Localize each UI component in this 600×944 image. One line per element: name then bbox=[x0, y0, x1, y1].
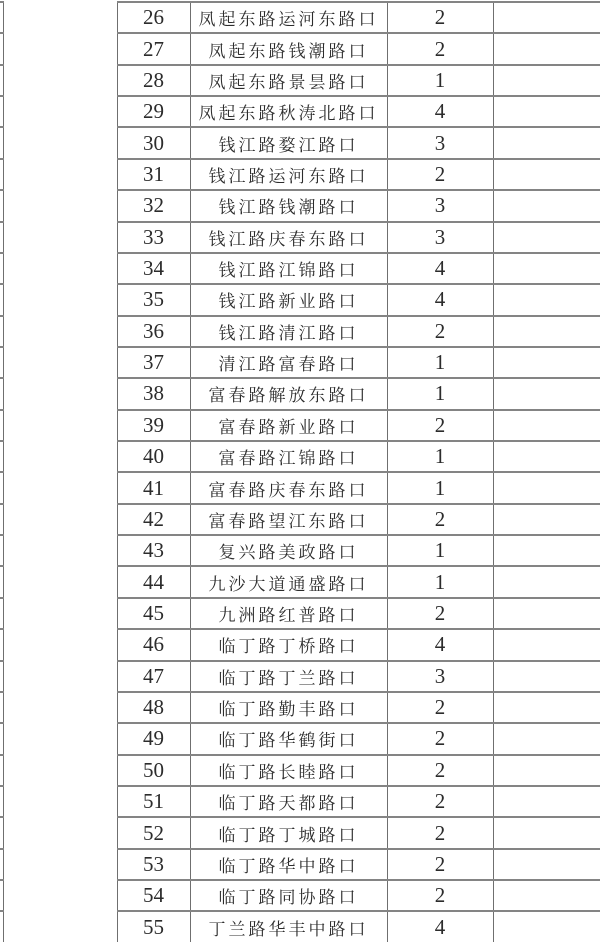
cutoff-left-sliver-cell bbox=[0, 159, 3, 190]
row-number-cell: 38 bbox=[117, 378, 190, 409]
intersection-name-cell: 九沙大道通盛路口 bbox=[190, 566, 387, 597]
intersection-name-cell: 富春路江锦路口 bbox=[190, 441, 387, 472]
intersection-name-cell: 富春路望江东路口 bbox=[190, 504, 387, 535]
count-cell: 3 bbox=[387, 661, 493, 692]
cutoff-left-sliver-cell bbox=[0, 692, 3, 723]
count-cell: 4 bbox=[387, 96, 493, 127]
empty-cell bbox=[493, 535, 600, 566]
cutoff-left-sliver-cell bbox=[0, 723, 3, 754]
cutoff-left-sliver-cell bbox=[0, 472, 3, 503]
empty-cell bbox=[493, 378, 600, 409]
cutoff-left-sliver-cell bbox=[0, 347, 3, 378]
cutoff-left-sliver-cell bbox=[0, 316, 3, 347]
count-cell: 1 bbox=[387, 441, 493, 472]
empty-cell bbox=[493, 880, 600, 911]
intersection-name-cell: 钱江路庆春东路口 bbox=[190, 222, 387, 253]
cutoff-left-sliver-cell bbox=[0, 566, 3, 597]
empty-cell bbox=[493, 661, 600, 692]
cutoff-left-sliver-cell bbox=[0, 661, 3, 692]
empty-cell bbox=[493, 723, 600, 754]
cutoff-left-sliver-cell bbox=[0, 253, 3, 284]
count-cell: 2 bbox=[387, 692, 493, 723]
intersection-name-cell: 钱江路清江路口 bbox=[190, 316, 387, 347]
empty-cell bbox=[493, 441, 600, 472]
row-number-cell: 50 bbox=[117, 755, 190, 786]
count-cell: 2 bbox=[387, 410, 493, 441]
empty-cell bbox=[493, 786, 600, 817]
empty-cell bbox=[493, 284, 600, 315]
intersection-name-cell: 清江路富春路口 bbox=[190, 347, 387, 378]
row-number-cell: 55 bbox=[117, 911, 190, 942]
empty-cell bbox=[493, 598, 600, 629]
intersection-name-cell: 富春路庆春东路口 bbox=[190, 472, 387, 503]
empty-cell bbox=[493, 849, 600, 880]
empty-cell bbox=[493, 33, 600, 64]
row-number-cell: 41 bbox=[117, 472, 190, 503]
cutoff-left-sliver-cell bbox=[0, 880, 3, 911]
cutoff-left-sliver-cell bbox=[0, 817, 3, 848]
count-cell: 2 bbox=[387, 504, 493, 535]
count-cell: 1 bbox=[387, 347, 493, 378]
row-number-cell: 27 bbox=[117, 33, 190, 64]
count-cell: 1 bbox=[387, 378, 493, 409]
count-cell: 1 bbox=[387, 566, 493, 597]
empty-cell bbox=[493, 755, 600, 786]
count-cell: 2 bbox=[387, 880, 493, 911]
intersection-name-cell: 临丁路长睦路口 bbox=[190, 755, 387, 786]
row-number-cell: 30 bbox=[117, 127, 190, 158]
intersection-name-cell: 凤起东路景昙路口 bbox=[190, 65, 387, 96]
empty-cell bbox=[493, 504, 600, 535]
row-number-cell: 28 bbox=[117, 65, 190, 96]
count-cell: 2 bbox=[387, 849, 493, 880]
intersection-name-cell: 临丁路丁城路口 bbox=[190, 817, 387, 848]
empty-cell bbox=[493, 629, 600, 660]
intersection-name-cell: 富春路新业路口 bbox=[190, 410, 387, 441]
count-cell: 2 bbox=[387, 2, 493, 33]
count-cell: 1 bbox=[387, 472, 493, 503]
intersection-name-cell: 九洲路红普路口 bbox=[190, 598, 387, 629]
cutoff-left-sliver-cell bbox=[0, 127, 3, 158]
intersection-table-body bbox=[0, 2, 600, 942]
intersection-name-cell: 钱江路钱潮路口 bbox=[190, 190, 387, 221]
row-number-cell: 51 bbox=[117, 786, 190, 817]
row-number-cell: 44 bbox=[117, 566, 190, 597]
cutoff-left-sliver-cell bbox=[0, 378, 3, 409]
cutoff-left-sliver-cell bbox=[0, 629, 3, 660]
cutoff-left-sliver-cell bbox=[0, 190, 3, 221]
row-number-cell: 36 bbox=[117, 316, 190, 347]
count-cell: 2 bbox=[387, 159, 493, 190]
merged-empty-cell bbox=[3, 2, 117, 942]
cutoff-left-sliver-cell bbox=[0, 535, 3, 566]
empty-cell bbox=[493, 410, 600, 441]
intersection-table bbox=[0, 1, 600, 942]
row-number-cell: 31 bbox=[117, 159, 190, 190]
empty-cell bbox=[493, 127, 600, 158]
cutoff-left-sliver-cell bbox=[0, 222, 3, 253]
count-cell: 3 bbox=[387, 190, 493, 221]
count-cell: 3 bbox=[387, 222, 493, 253]
intersection-name-cell: 复兴路美政路口 bbox=[190, 535, 387, 566]
count-cell: 1 bbox=[387, 535, 493, 566]
empty-cell bbox=[493, 190, 600, 221]
intersection-name-cell: 临丁路华中路口 bbox=[190, 849, 387, 880]
cutoff-left-sliver-cell bbox=[0, 441, 3, 472]
intersection-name-cell: 凤起东路运河东路口 bbox=[190, 2, 387, 33]
cutoff-left-sliver-cell bbox=[0, 284, 3, 315]
cutoff-left-sliver-cell bbox=[0, 786, 3, 817]
count-cell: 4 bbox=[387, 629, 493, 660]
row-number-cell: 34 bbox=[117, 253, 190, 284]
intersection-name-cell: 凤起东路秋涛北路口 bbox=[190, 96, 387, 127]
row-number-cell: 48 bbox=[117, 692, 190, 723]
row-number-cell: 35 bbox=[117, 284, 190, 315]
count-cell: 2 bbox=[387, 786, 493, 817]
row-number-cell: 47 bbox=[117, 661, 190, 692]
intersection-name-cell: 临丁路丁兰路口 bbox=[190, 661, 387, 692]
cutoff-left-sliver-cell bbox=[0, 65, 3, 96]
empty-cell bbox=[493, 96, 600, 127]
empty-cell bbox=[493, 817, 600, 848]
row-number-cell: 33 bbox=[117, 222, 190, 253]
count-cell: 4 bbox=[387, 911, 493, 942]
count-cell: 2 bbox=[387, 598, 493, 629]
row-number-cell: 26 bbox=[117, 2, 190, 33]
row-number-cell: 37 bbox=[117, 347, 190, 378]
intersection-name-cell: 临丁路同协路口 bbox=[190, 880, 387, 911]
row-number-cell: 52 bbox=[117, 817, 190, 848]
row-number-cell: 46 bbox=[117, 629, 190, 660]
row-number-cell: 43 bbox=[117, 535, 190, 566]
table-row bbox=[0, 2, 600, 33]
empty-cell bbox=[493, 692, 600, 723]
empty-cell bbox=[493, 472, 600, 503]
empty-cell bbox=[493, 911, 600, 942]
intersection-name-cell: 钱江路新业路口 bbox=[190, 284, 387, 315]
cutoff-left-sliver-cell bbox=[0, 911, 3, 942]
row-number-cell: 32 bbox=[117, 190, 190, 221]
empty-cell bbox=[493, 159, 600, 190]
cutoff-left-sliver-cell bbox=[0, 410, 3, 441]
intersection-name-cell: 丁兰路华丰中路口 bbox=[190, 911, 387, 942]
intersection-name-cell: 钱江路江锦路口 bbox=[190, 253, 387, 284]
row-number-cell: 45 bbox=[117, 598, 190, 629]
count-cell: 4 bbox=[387, 284, 493, 315]
row-number-cell: 29 bbox=[117, 96, 190, 127]
cutoff-left-sliver-cell bbox=[0, 504, 3, 535]
empty-cell bbox=[493, 566, 600, 597]
intersection-name-cell: 临丁路丁桥路口 bbox=[190, 629, 387, 660]
row-number-cell: 39 bbox=[117, 410, 190, 441]
intersection-name-cell: 临丁路天都路口 bbox=[190, 786, 387, 817]
intersection-name-cell: 富春路解放东路口 bbox=[190, 378, 387, 409]
count-cell: 2 bbox=[387, 723, 493, 754]
row-number-cell: 53 bbox=[117, 849, 190, 880]
intersection-name-cell: 钱江路婺江路口 bbox=[190, 127, 387, 158]
row-number-cell: 49 bbox=[117, 723, 190, 754]
cutoff-left-sliver-cell bbox=[0, 33, 3, 64]
empty-cell bbox=[493, 347, 600, 378]
cutoff-left-sliver-cell bbox=[0, 755, 3, 786]
cutoff-left-sliver-cell bbox=[0, 849, 3, 880]
document-page bbox=[0, 1, 600, 944]
count-cell: 2 bbox=[387, 817, 493, 848]
empty-cell bbox=[493, 253, 600, 284]
intersection-name-cell: 临丁路勤丰路口 bbox=[190, 692, 387, 723]
empty-cell bbox=[493, 65, 600, 96]
count-cell: 2 bbox=[387, 755, 493, 786]
intersection-name-cell: 临丁路华鹤街口 bbox=[190, 723, 387, 754]
cutoff-left-sliver-cell bbox=[0, 598, 3, 629]
count-cell: 2 bbox=[387, 33, 493, 64]
count-cell: 4 bbox=[387, 253, 493, 284]
intersection-name-cell: 凤起东路钱潮路口 bbox=[190, 33, 387, 64]
row-number-cell: 54 bbox=[117, 880, 190, 911]
intersection-name-cell: 钱江路运河东路口 bbox=[190, 159, 387, 190]
empty-cell bbox=[493, 222, 600, 253]
row-number-cell: 42 bbox=[117, 504, 190, 535]
empty-cell bbox=[493, 316, 600, 347]
count-cell: 3 bbox=[387, 127, 493, 158]
count-cell: 2 bbox=[387, 316, 493, 347]
row-number-cell: 40 bbox=[117, 441, 190, 472]
empty-cell bbox=[493, 2, 600, 33]
cutoff-left-sliver-cell bbox=[0, 96, 3, 127]
count-cell: 1 bbox=[387, 65, 493, 96]
